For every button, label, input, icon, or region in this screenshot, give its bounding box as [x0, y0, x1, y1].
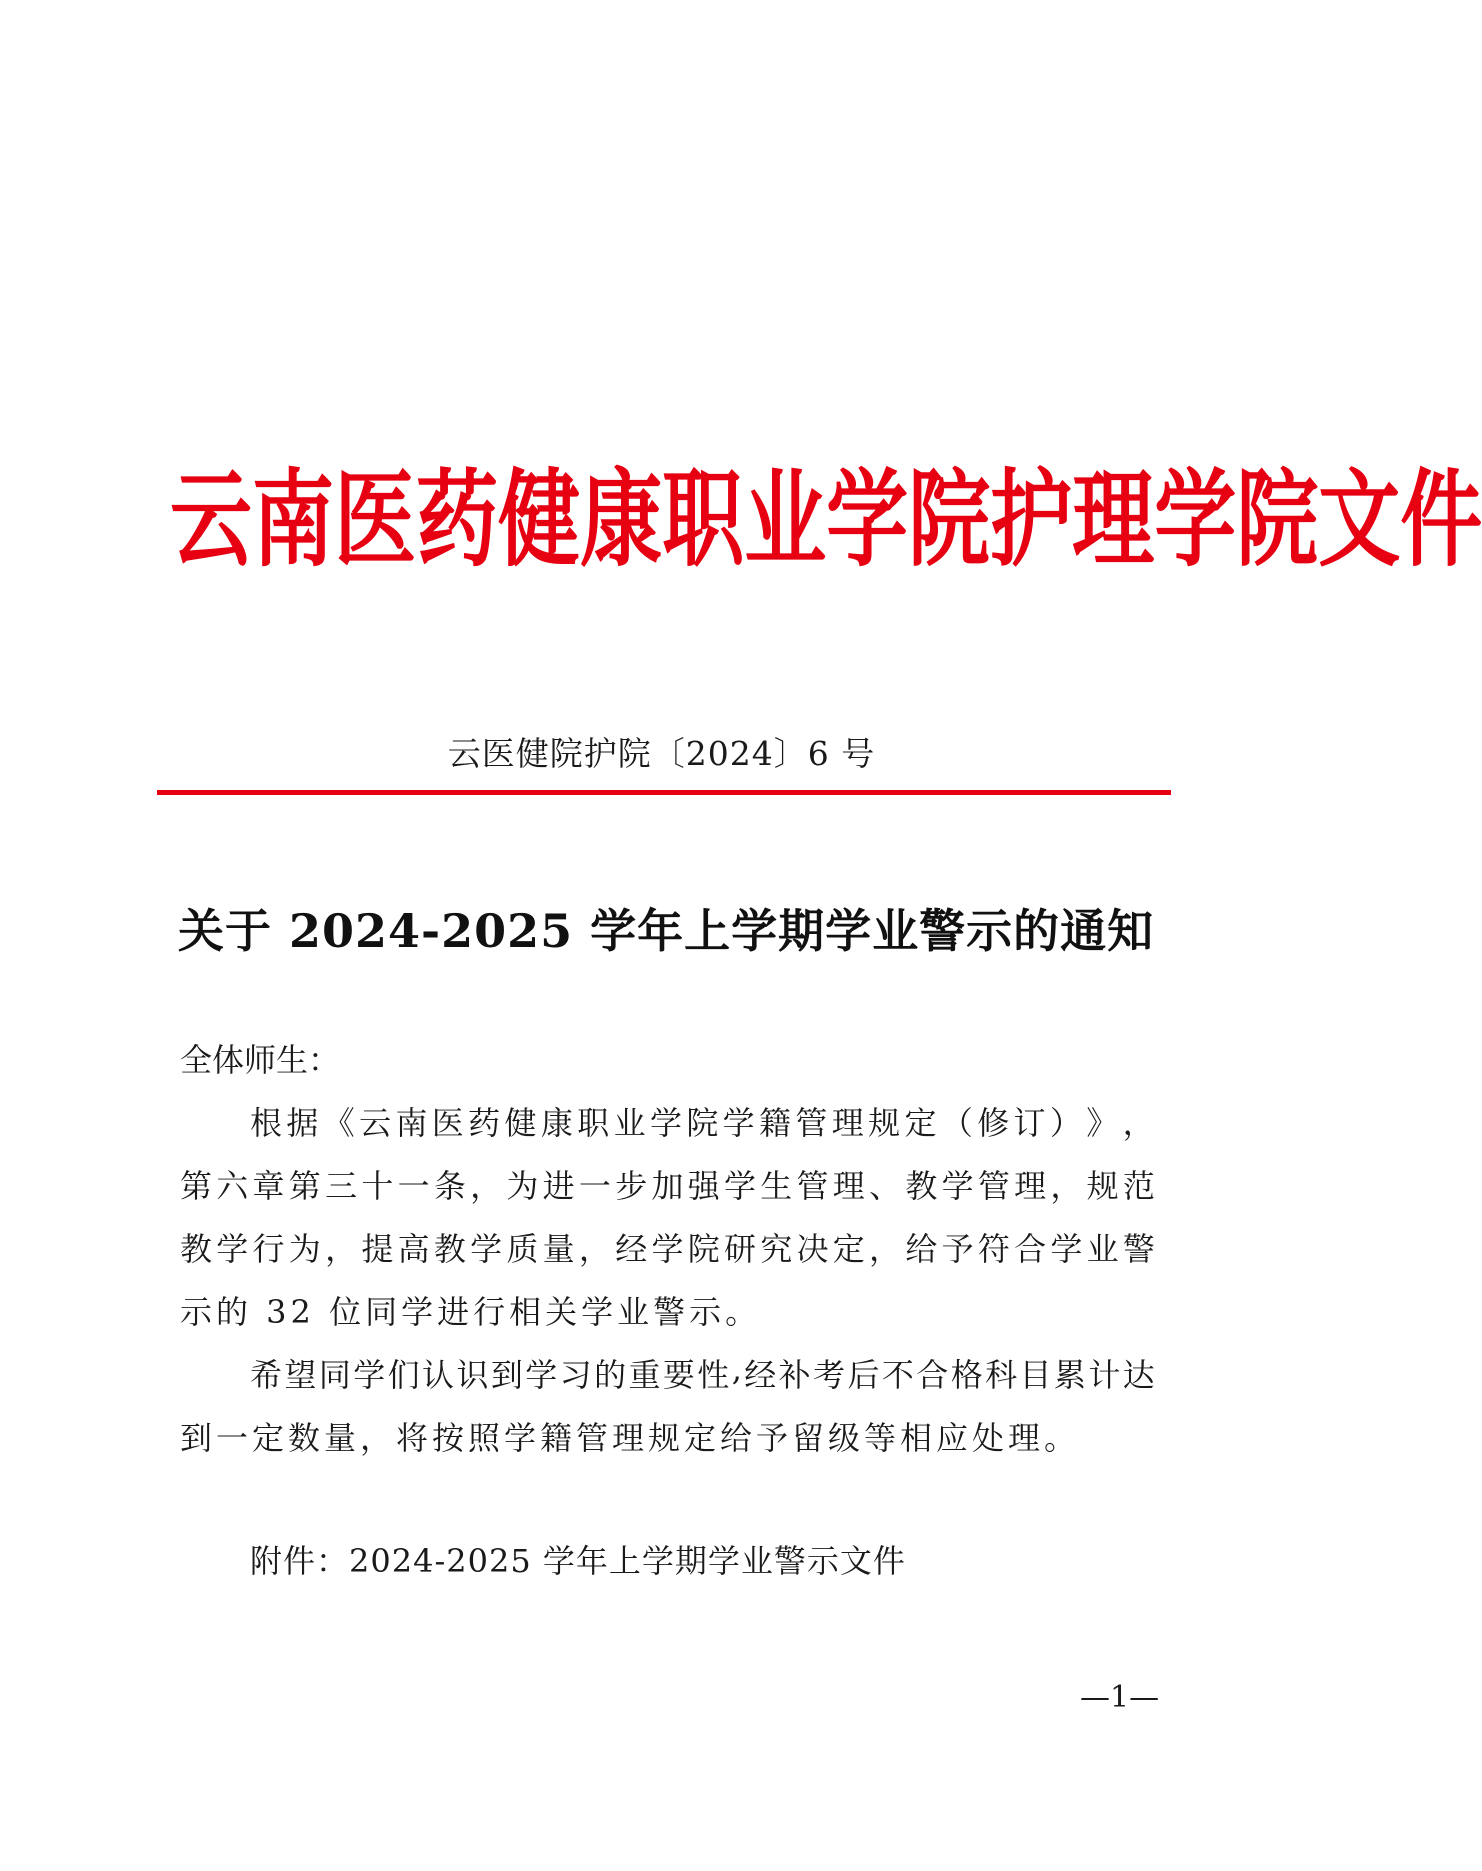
- text-glyph: 为: [288, 1230, 321, 1268]
- text-glyph: 学: [216, 1230, 249, 1268]
- text-glyph: 高: [397, 1230, 430, 1268]
- text-glyph: 职: [577, 1104, 610, 1142]
- text-glyph: 们: [387, 1356, 420, 1394]
- text-glyph: 合: [916, 1356, 949, 1394]
- text-glyph: ，: [1122, 1104, 1155, 1142]
- text-glyph: 到: [490, 1356, 523, 1394]
- notice-title: 关于 2024-2025 学年上学期学业警示的通知: [178, 904, 1155, 958]
- masthead-glyph: 医: [334, 458, 417, 582]
- text-glyph: 性: [697, 1356, 730, 1394]
- masthead-glyph: 件: [1400, 458, 1482, 582]
- text-glyph: 质: [506, 1230, 539, 1268]
- text-glyph: 达: [1122, 1356, 1155, 1394]
- text-glyph: 一: [578, 1167, 611, 1205]
- text-glyph: 学: [723, 1167, 756, 1205]
- text-glyph: 予: [941, 1230, 974, 1268]
- text-glyph: 为: [506, 1167, 539, 1205]
- text-glyph: 第: [180, 1167, 213, 1205]
- text-glyph: 识: [456, 1356, 489, 1394]
- text-glyph: ，: [578, 1230, 611, 1268]
- masthead-glyph: 理: [1072, 458, 1155, 582]
- text-glyph: （: [940, 1104, 973, 1142]
- text-glyph: 康: [540, 1104, 573, 1142]
- paragraph1-line-1: [250, 1098, 1155, 1144]
- text-glyph: 强: [687, 1167, 720, 1205]
- text-glyph: 规: [868, 1104, 901, 1142]
- text-glyph: 要: [662, 1356, 695, 1394]
- masthead-glyph: 院: [908, 458, 991, 582]
- red-separator-line: [157, 790, 1171, 795]
- text-glyph: 修: [977, 1104, 1010, 1142]
- text-glyph: 学: [649, 1104, 682, 1142]
- text-glyph: 第: [288, 1167, 321, 1205]
- text-glyph: 、: [869, 1167, 902, 1205]
- text-glyph: 院: [687, 1230, 720, 1268]
- text-glyph: 三: [325, 1167, 358, 1205]
- text-glyph: 教: [180, 1230, 213, 1268]
- text-glyph: 定: [832, 1230, 865, 1268]
- paragraph1-line-4: 示的 32 位同学进行相关学业警示。: [180, 1293, 762, 1331]
- text-glyph: 决: [796, 1230, 829, 1268]
- text-glyph: 管: [795, 1104, 828, 1142]
- text-glyph: 学: [353, 1356, 386, 1394]
- text-glyph: 进: [542, 1167, 575, 1205]
- text-glyph: 章: [252, 1167, 285, 1205]
- text-glyph: 补: [778, 1356, 811, 1394]
- attachment-line: 附件：2024-2025 学年上学期学业警示文件: [250, 1542, 906, 1580]
- masthead-glyph: 学: [826, 458, 909, 582]
- text-glyph: 六: [216, 1167, 249, 1205]
- text-glyph: 给: [905, 1230, 938, 1268]
- text-glyph: 院: [686, 1104, 719, 1142]
- document-number: 云医健院护院〔2024〕6 号: [447, 734, 876, 773]
- text-glyph: 学: [722, 1104, 755, 1142]
- text-glyph: 理: [831, 1104, 864, 1142]
- masthead-glyph: 院: [1236, 458, 1319, 582]
- text-glyph: 经: [615, 1230, 648, 1268]
- text-glyph: 理: [832, 1167, 865, 1205]
- text-glyph: 目: [1019, 1356, 1052, 1394]
- text-glyph: 研: [723, 1230, 756, 1268]
- text-glyph: 合: [1014, 1230, 1047, 1268]
- text-glyph: 究: [760, 1230, 793, 1268]
- text-glyph: ，: [1050, 1167, 1083, 1205]
- text-glyph: 一: [397, 1167, 430, 1205]
- text-glyph: 学: [1050, 1230, 1083, 1268]
- masthead-glyph: 康: [580, 458, 663, 582]
- text-glyph: 管: [796, 1167, 829, 1205]
- text-glyph: 订: [1013, 1104, 1046, 1142]
- text-glyph: 根: [250, 1104, 283, 1142]
- text-glyph: 的: [594, 1356, 627, 1394]
- text-glyph: 希: [250, 1356, 283, 1394]
- text-glyph: ，: [325, 1230, 358, 1268]
- text-glyph: 格: [950, 1356, 983, 1394]
- text-glyph: 量: [542, 1230, 575, 1268]
- text-glyph: 业: [1086, 1230, 1119, 1268]
- paragraph2-line-1: [250, 1350, 1155, 1396]
- text-glyph: 步: [615, 1167, 648, 1205]
- text-glyph: 重: [628, 1356, 661, 1394]
- text-glyph: ,: [731, 1350, 742, 1388]
- masthead-glyph: 南: [252, 458, 335, 582]
- text-glyph: 教: [905, 1167, 938, 1205]
- text-glyph: 加: [651, 1167, 684, 1205]
- paragraph2-line-2: 到一定数量，将按照学籍管理规定给予留级等相应处理。: [180, 1419, 1081, 1457]
- text-glyph: 科: [985, 1356, 1018, 1394]
- page-number: —1—: [1080, 1680, 1160, 1715]
- paragraph1-line-2: [180, 1161, 1155, 1207]
- text-glyph: 籍: [759, 1104, 792, 1142]
- text-glyph: 据: [286, 1104, 319, 1142]
- text-glyph: 医: [431, 1104, 464, 1142]
- text-glyph: 提: [361, 1230, 394, 1268]
- text-glyph: 《: [322, 1104, 355, 1142]
- text-glyph: 管: [977, 1167, 1010, 1205]
- text-glyph: 规: [1086, 1167, 1119, 1205]
- text-glyph: 学: [525, 1356, 558, 1394]
- text-glyph: ，: [470, 1167, 503, 1205]
- masthead-glyph: 药: [416, 458, 499, 582]
- text-glyph: 》: [1086, 1104, 1119, 1142]
- text-glyph: 范: [1122, 1167, 1155, 1205]
- salutation: 全体师生：: [180, 1041, 341, 1079]
- text-glyph: 教: [433, 1230, 466, 1268]
- text-glyph: 经: [744, 1356, 777, 1394]
- text-glyph: 符: [977, 1230, 1010, 1268]
- text-glyph: 警: [1122, 1230, 1155, 1268]
- paragraph1-line-3: [180, 1224, 1155, 1270]
- text-glyph: 药: [468, 1104, 501, 1142]
- masthead-glyph: 云: [170, 458, 253, 582]
- text-glyph: 学: [470, 1230, 503, 1268]
- text-glyph: 考: [813, 1356, 846, 1394]
- masthead-glyph: 学: [1154, 458, 1237, 582]
- masthead-glyph: 业: [744, 458, 827, 582]
- text-glyph: 累: [1053, 1356, 1086, 1394]
- text-glyph: ，: [869, 1230, 902, 1268]
- text-glyph: ）: [1049, 1104, 1082, 1142]
- text-glyph: 习: [559, 1356, 592, 1394]
- text-glyph: 条: [433, 1167, 466, 1205]
- text-glyph: 十: [361, 1167, 394, 1205]
- text-glyph: 南: [395, 1104, 428, 1142]
- text-glyph: 理: [1014, 1167, 1047, 1205]
- text-glyph: 学: [651, 1230, 684, 1268]
- text-glyph: 定: [904, 1104, 937, 1142]
- masthead-glyph: 职: [662, 458, 745, 582]
- text-glyph: 不: [881, 1356, 914, 1394]
- text-glyph: 同: [318, 1356, 351, 1394]
- text-glyph: 计: [1088, 1356, 1121, 1394]
- text-glyph: 生: [760, 1167, 793, 1205]
- text-glyph: 学: [941, 1167, 974, 1205]
- text-glyph: 认: [422, 1356, 455, 1394]
- text-glyph: 望: [284, 1356, 317, 1394]
- text-glyph: 业: [613, 1104, 646, 1142]
- masthead-glyph: 健: [498, 458, 581, 582]
- text-glyph: 行: [252, 1230, 285, 1268]
- text-glyph: 健: [504, 1104, 537, 1142]
- text-glyph: 后: [847, 1356, 880, 1394]
- text-glyph: 云: [359, 1104, 392, 1142]
- masthead-glyph: 护: [990, 458, 1073, 582]
- masthead-glyph: 文: [1318, 458, 1401, 582]
- masthead-title: [170, 455, 1482, 585]
